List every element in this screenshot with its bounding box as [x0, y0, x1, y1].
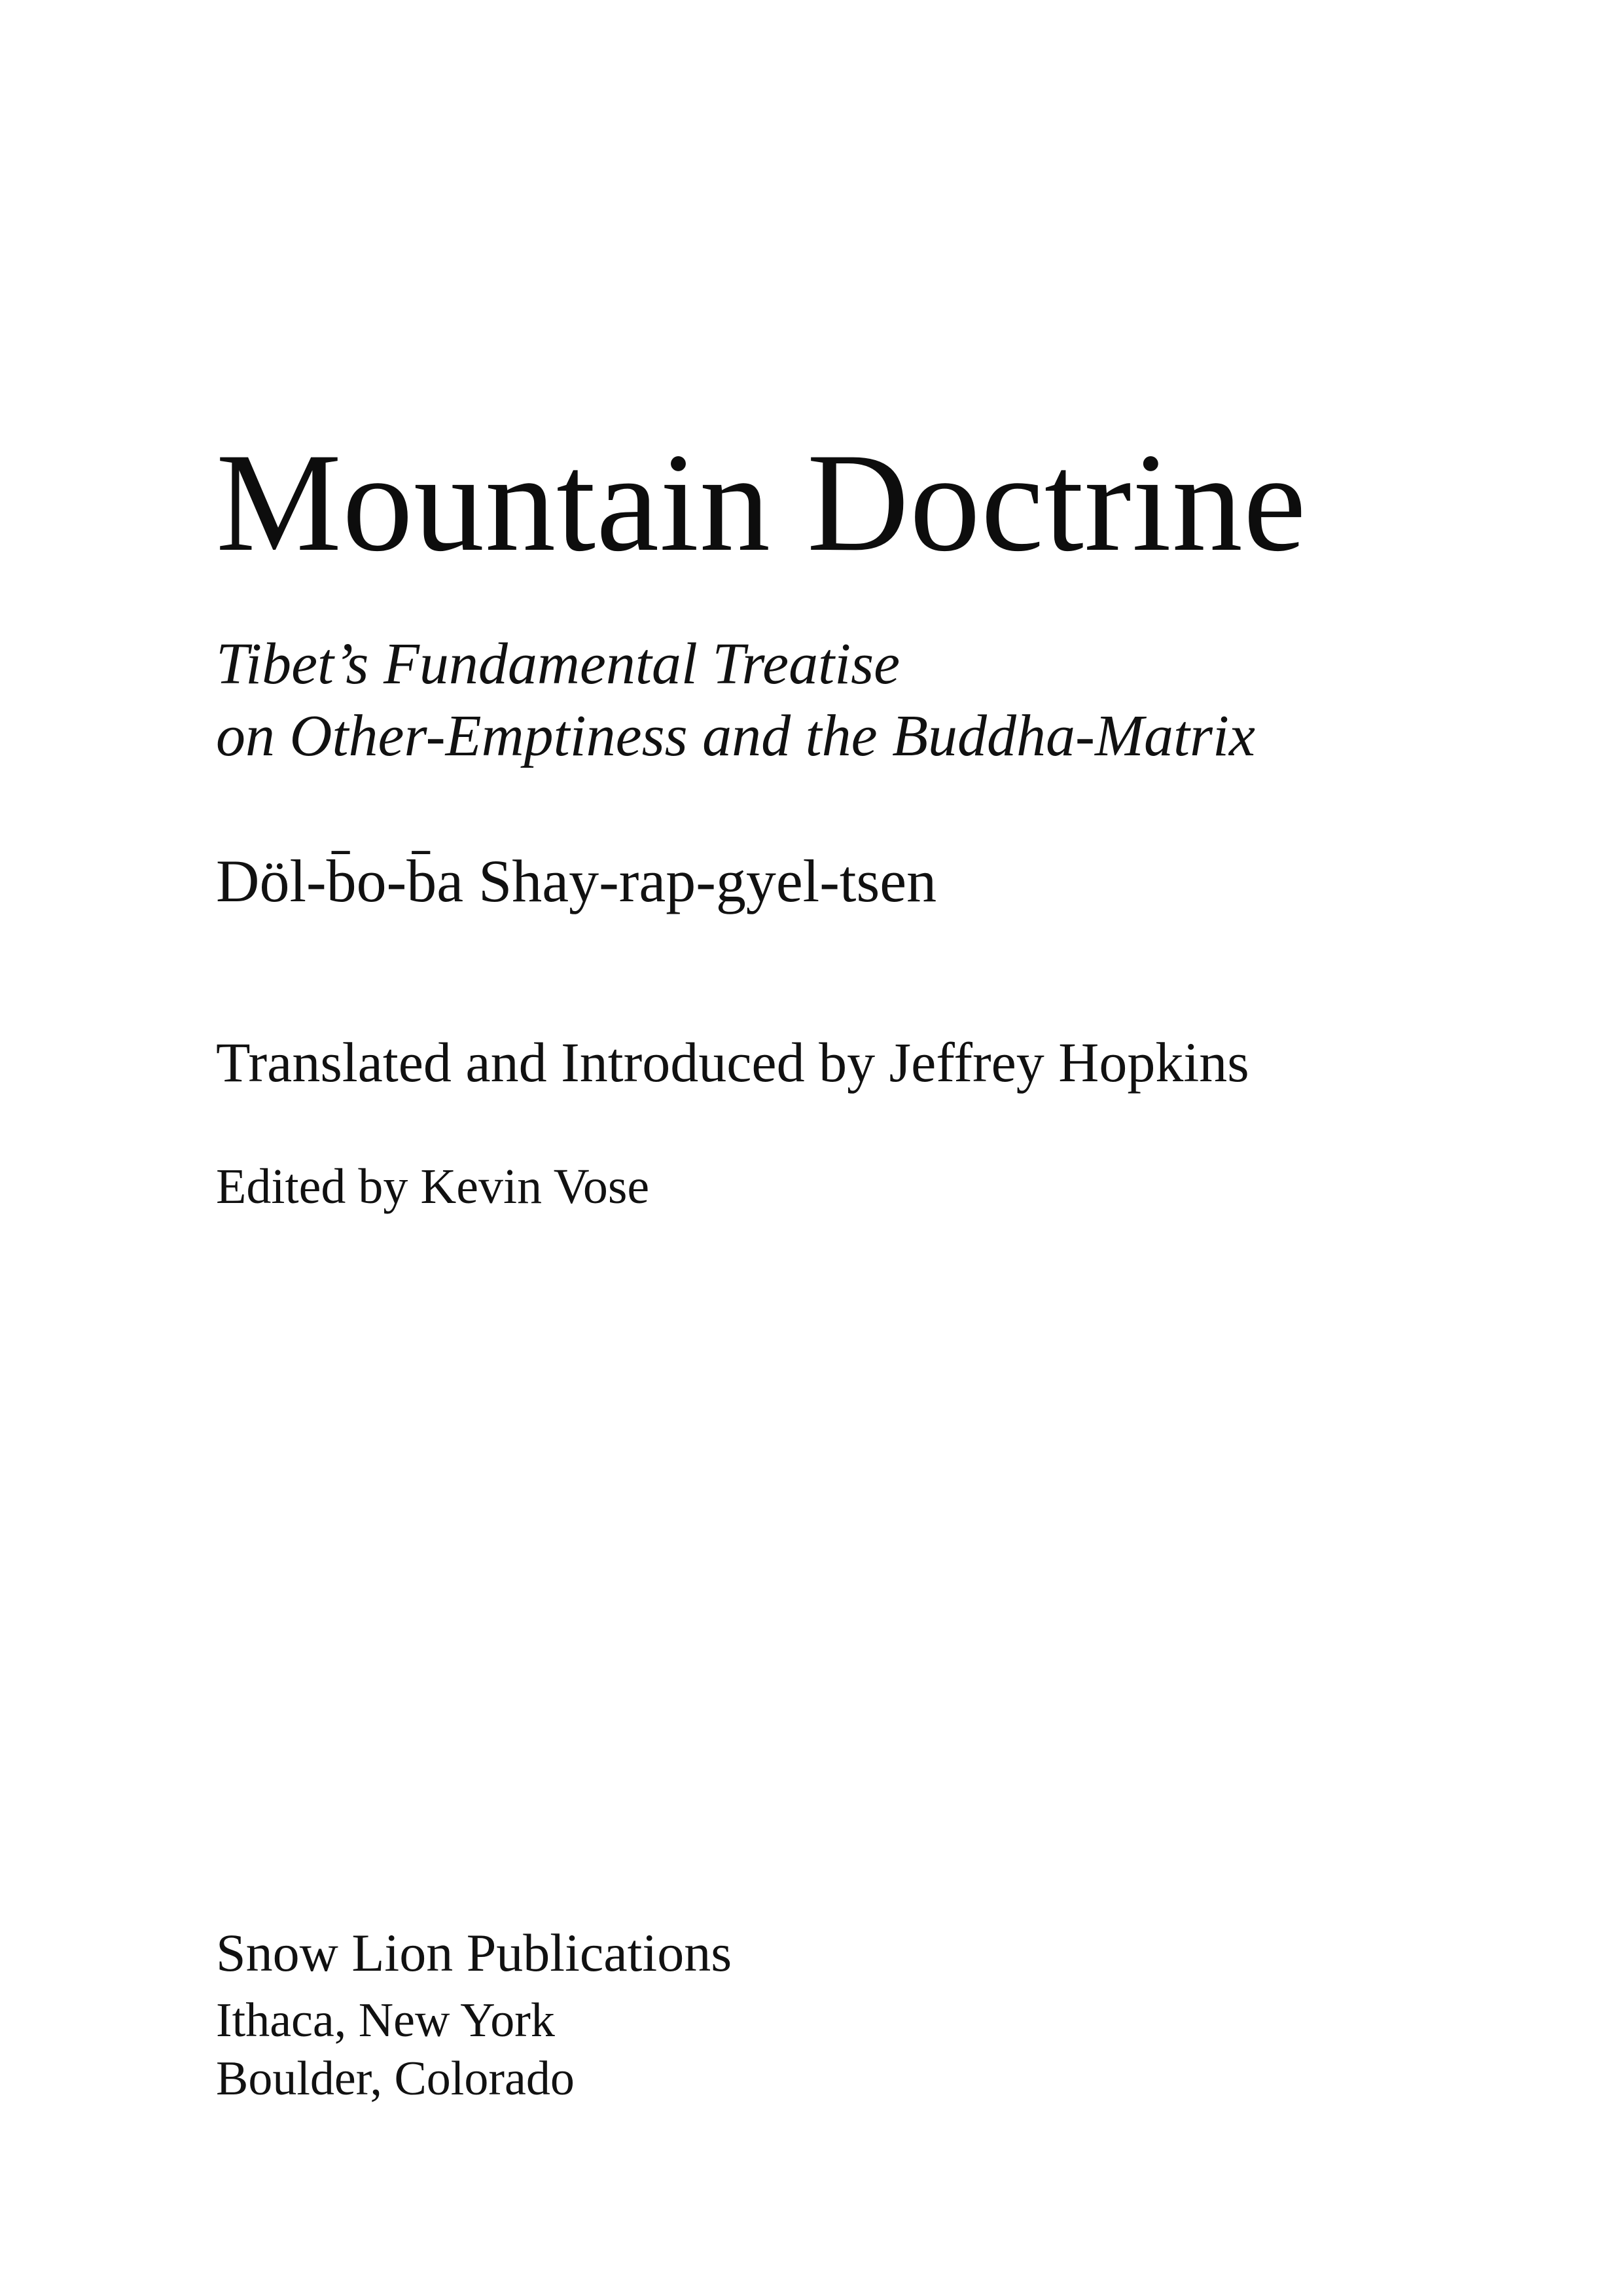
publisher-block	[216, 1921, 732, 2108]
author-name: Döl-b̄o-b̄a Shay-rap-gyel-tsen	[216, 848, 937, 914]
book-title: Mountain Doctrine	[216, 424, 1307, 581]
subtitle-line-2: on Other-Emptiness and the Buddha-Matrix	[216, 703, 1255, 768]
publisher-name: Snow Lion Publications	[216, 1923, 732, 1982]
publisher-location: Ithaca, New York	[216, 1994, 555, 2048]
translator-credit: Translated and Introduced by Jeffrey Hopkins	[216, 1031, 1249, 1094]
subtitle-line-1: Tibet’s Fundamental Treatise	[216, 632, 901, 696]
book-subtitle	[216, 628, 1255, 772]
editor-credit: Edited by Kevin Vose	[216, 1159, 650, 1214]
publisher-location: Boulder, Colorado	[216, 2052, 575, 2106]
